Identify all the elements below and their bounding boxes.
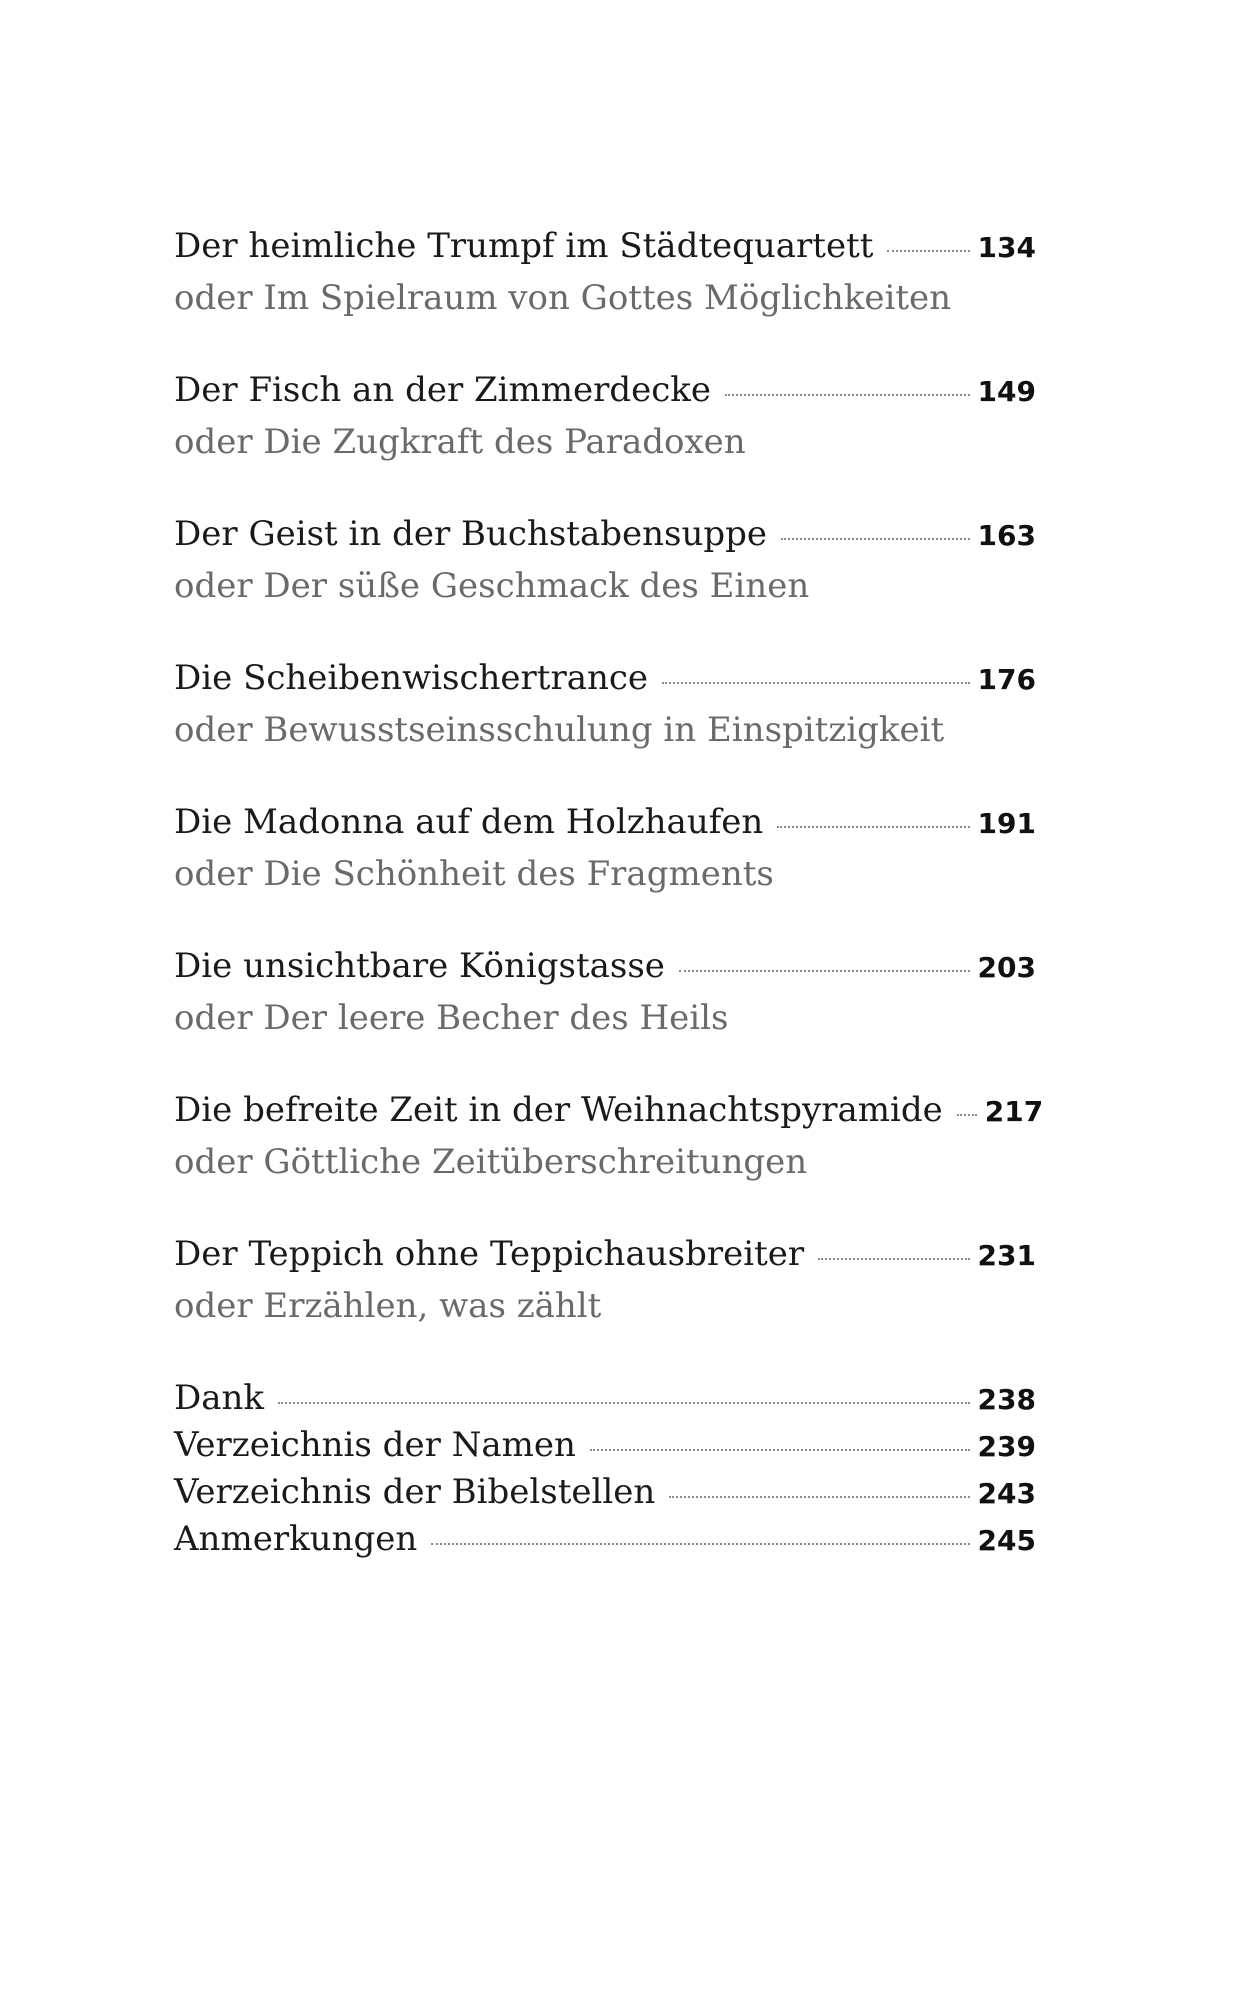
dot-leader bbox=[957, 1114, 977, 1116]
chapter-subtitle: oder Erzählen, was zählt bbox=[174, 1286, 602, 1326]
toc-entry bbox=[174, 370, 1036, 466]
page-number: 239 bbox=[977, 1430, 1036, 1463]
chapter-title: Der Teppich ohne Teppichausbreiter bbox=[174, 1234, 805, 1274]
chapter-subtitle: oder Die Zugkraft des Paradoxen bbox=[174, 422, 746, 462]
chapter-title: Der heimliche Trumpf im Städtequartett bbox=[174, 226, 874, 266]
dot-leader bbox=[781, 538, 970, 540]
dot-leader bbox=[887, 250, 969, 252]
chapter-title: Die Scheibenwischertrance bbox=[174, 658, 649, 698]
page-number: 176 bbox=[977, 663, 1036, 696]
appendix-title: Anmerkungen bbox=[174, 1519, 418, 1559]
chapter-title: Der Geist in der Buchstabensuppe bbox=[174, 514, 768, 554]
chapter-subtitle: oder Bewusstseinsschulung in Einspitzigkeit bbox=[174, 710, 945, 750]
page-number: 191 bbox=[977, 807, 1036, 840]
toc-entry-row bbox=[174, 802, 1036, 850]
chapter-title: Die Madonna auf dem Holzhaufen bbox=[174, 802, 764, 842]
dot-leader bbox=[431, 1543, 969, 1545]
chapter-title: Die befreite Zeit in der Weihnachtspyramide bbox=[174, 1090, 943, 1130]
page-number: 245 bbox=[977, 1524, 1036, 1557]
dot-leader bbox=[679, 970, 970, 972]
appendix-title: Verzeichnis der Bibelstellen bbox=[174, 1472, 656, 1512]
toc-entry-row bbox=[174, 370, 1036, 418]
toc-entry bbox=[174, 1090, 1044, 1186]
page-number: 163 bbox=[977, 519, 1036, 552]
toc-entry bbox=[174, 802, 1036, 898]
appendix-row bbox=[174, 1519, 1036, 1566]
page-number: 217 bbox=[984, 1095, 1044, 1128]
toc-entry-row bbox=[174, 1090, 1044, 1138]
chapter-subtitle: oder Göttliche Zeitüberschreitungen bbox=[174, 1142, 808, 1182]
appendix-row bbox=[174, 1472, 1036, 1519]
toc-entry-row bbox=[174, 1234, 1036, 1282]
chapter-title: Die unsichtbare Königstasse bbox=[174, 946, 665, 986]
page-number: 238 bbox=[977, 1383, 1036, 1416]
dot-leader bbox=[669, 1496, 969, 1498]
appendix-row bbox=[174, 1378, 1036, 1425]
appendix-title: Verzeichnis der Namen bbox=[174, 1425, 576, 1465]
chapter-subtitle: oder Der leere Becher des Heils bbox=[174, 998, 729, 1038]
toc-entry-row bbox=[174, 946, 1036, 994]
appendix-title: Dank bbox=[174, 1378, 265, 1418]
dot-leader bbox=[590, 1449, 970, 1451]
dot-leader bbox=[818, 1258, 969, 1260]
page-number: 203 bbox=[977, 951, 1036, 984]
chapter-subtitle: oder Die Schönheit des Fragments bbox=[174, 854, 774, 894]
toc-entry bbox=[174, 226, 1036, 322]
dot-leader bbox=[725, 394, 970, 396]
appendix-row bbox=[174, 1425, 1036, 1472]
toc-entry bbox=[174, 946, 1036, 1042]
toc-entry bbox=[174, 1234, 1036, 1330]
dot-leader bbox=[662, 682, 969, 684]
dot-leader bbox=[777, 826, 969, 828]
page-number: 243 bbox=[977, 1477, 1036, 1510]
table-of-contents bbox=[174, 226, 1044, 1566]
chapter-subtitle: oder Der süße Geschmack des Einen bbox=[174, 566, 810, 606]
chapter-subtitle: oder Im Spielraum von Gottes Möglichkeiten bbox=[174, 278, 952, 318]
page-number: 149 bbox=[977, 375, 1036, 408]
toc-entry bbox=[174, 658, 1036, 754]
toc-entry-row bbox=[174, 514, 1036, 562]
page-number: 134 bbox=[977, 231, 1036, 264]
page-number: 231 bbox=[977, 1239, 1036, 1272]
appendix-list bbox=[174, 1378, 1036, 1566]
toc-entry-row bbox=[174, 658, 1036, 706]
toc-entry-row bbox=[174, 226, 1036, 274]
toc-entry bbox=[174, 514, 1036, 610]
chapter-title: Der Fisch an der Zimmerdecke bbox=[174, 370, 712, 410]
dot-leader bbox=[278, 1402, 970, 1404]
